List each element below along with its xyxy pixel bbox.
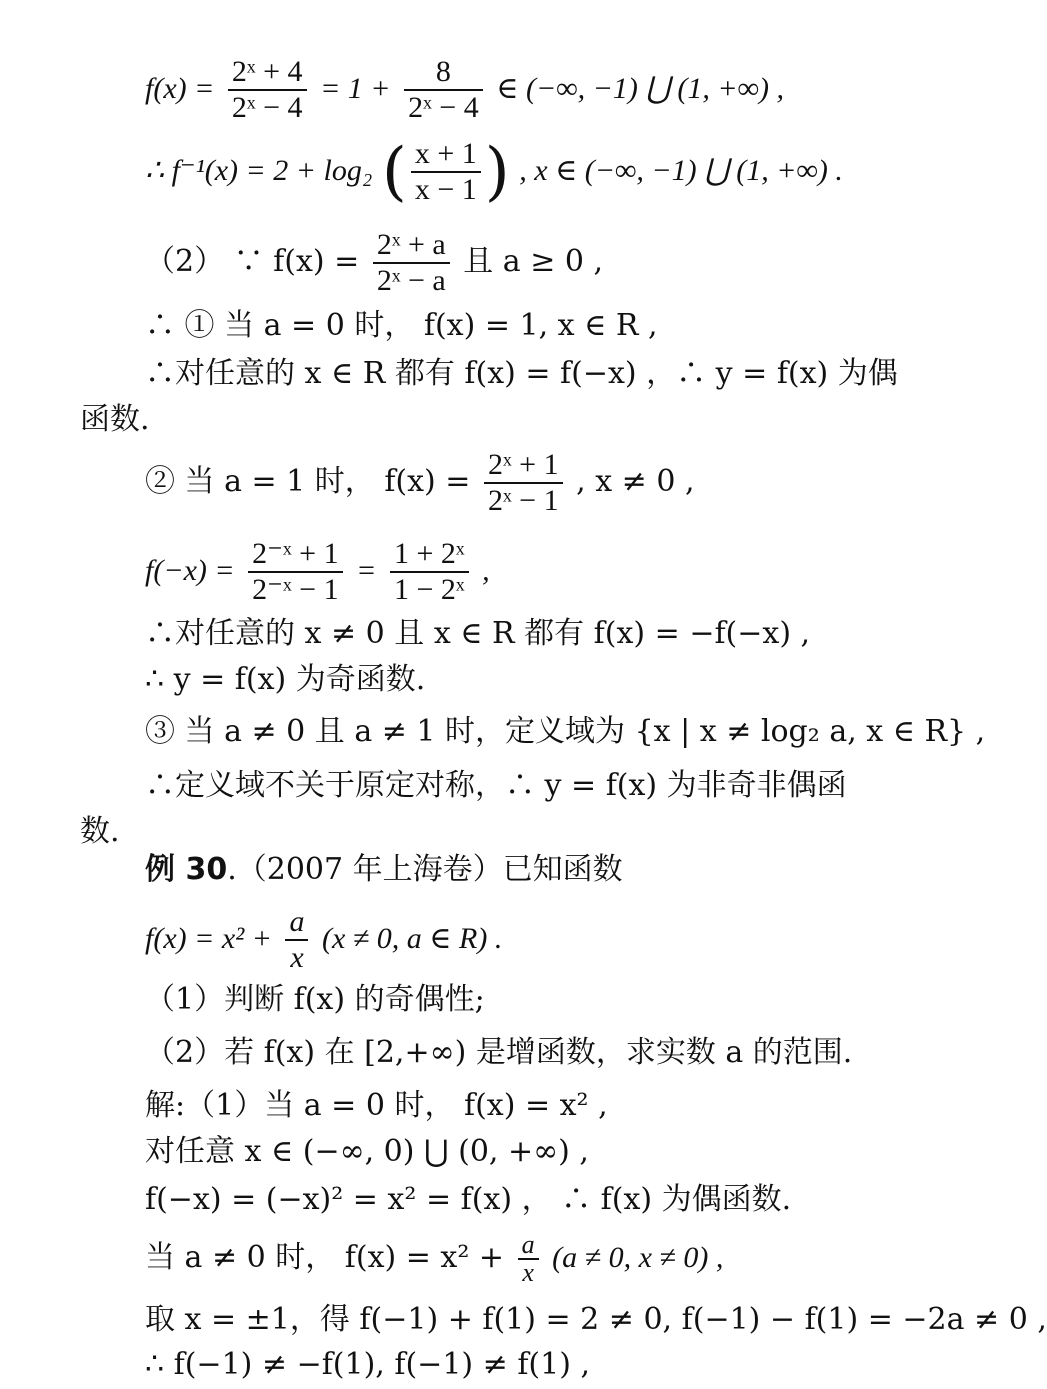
fraction (390, 537, 469, 607)
denominator: 2ˣ − 4 (231, 91, 303, 124)
denominator: x (290, 941, 304, 974)
denominator: x − 1 (414, 173, 477, 206)
fraction (228, 55, 307, 125)
expr: f(−x) = (145, 554, 235, 587)
line-21 (145, 1232, 723, 1286)
line-16: （1）判断 f(x) 的奇偶性; (145, 982, 485, 1017)
line-11: ③ 当 a ≠ 0 且 a ≠ 1 时，定义域为 {x | x ≠ log₂ a, x ∈ R} , (145, 714, 986, 749)
line-3 (145, 228, 603, 298)
denominator: x (522, 1258, 534, 1287)
expr: f(x) = x² + (145, 922, 272, 955)
expr: (x ≠ 0, a ∈ R) . (322, 922, 503, 955)
line-20: f(−x) = (−x)² = x² = f(x) ， ∴ f(x) 为偶函数. (145, 1182, 792, 1217)
expr: ∴ f⁻¹(x) = 2 + log₂ (145, 154, 373, 187)
denominator: 2ˣ − a (376, 264, 446, 297)
line-15 (145, 905, 502, 975)
numerator: 2ˣ + 1 (484, 448, 563, 484)
expr: , x ∈ (−∞, −1) ⋃ (1, +∞) . (519, 154, 843, 187)
line-22: 取 x = ±1，得 f(−1) + f(1) = 2 ≠ 0, f(−1) − f(1) = −2a ≠ 0 , (145, 1302, 1047, 1337)
numerator: 2ˣ + a (373, 228, 450, 264)
numerator: a (285, 905, 308, 941)
expr: , (482, 554, 490, 587)
expr: 且 a ≥ 0 , (463, 244, 604, 279)
line-7 (145, 448, 694, 518)
line-4: ∴ ① 当 a = 0 时， f(x) = 1, x ∈ R , (145, 308, 658, 343)
numerator: x + 1 (411, 137, 481, 173)
fraction (484, 448, 563, 518)
right-paren: ) (484, 135, 510, 209)
line-2 (145, 137, 843, 207)
numerator: 2⁻ˣ + 1 (248, 537, 342, 573)
denominator: 2ˣ − 4 (408, 91, 479, 124)
denominator: 1 − 2ˣ (393, 573, 465, 606)
line-14 (145, 852, 623, 888)
line-12: ∴定义域不关于原定对称，∴ y = f(x) 为非奇非偶函 (145, 768, 847, 803)
line-6: 函数. (80, 402, 150, 437)
example-label: 例 30 (145, 852, 228, 887)
numerator: a (518, 1232, 539, 1260)
expr: ∈ (−∞, −1) ⋃ (1, +∞) , (496, 72, 785, 105)
expr: = (356, 554, 377, 587)
expr: = 1 + (320, 72, 391, 105)
line-17: （2）若 f(x) 在 [2,+∞) 是增函数，求实数 a 的范围. (145, 1035, 853, 1070)
left-paren: ( (381, 135, 407, 209)
numerator: 1 + 2ˣ (390, 537, 469, 573)
fraction (404, 55, 483, 125)
line-5: ∴对任意的 x ∈ R 都有 f(x) = f(−x) ，∴ y = f(x) 为偶 (145, 356, 898, 391)
expr: 当 a ≠ 0 时， f(x) = x² + (145, 1240, 505, 1275)
fraction (285, 905, 308, 975)
denominator: 2⁻ˣ − 1 (252, 573, 339, 606)
expr: , x ≠ 0 , (576, 464, 695, 499)
fraction (248, 537, 342, 607)
denominator: 2ˣ − 1 (487, 484, 559, 517)
line-10: ∴ y = f(x) 为奇函数. (145, 662, 426, 697)
line-19: 对任意 x ∈ (−∞, 0) ⋃ (0, +∞) , (145, 1134, 589, 1169)
numerator: 8 (404, 55, 483, 91)
example-title: .（2007 年上海卷）已知函数 (227, 852, 623, 887)
fraction (518, 1232, 539, 1286)
fraction (411, 137, 481, 207)
expr: （2） ∵ f(x) = (145, 244, 360, 279)
fraction (373, 228, 450, 298)
expr: ② 当 a = 1 时， f(x) = (145, 464, 471, 499)
line-13: 数. (80, 814, 120, 849)
line-23: ∴ f(−1) ≠ −f(1), f(−1) ≠ f(1) , (145, 1347, 590, 1382)
numerator: 2ˣ + 4 (228, 55, 307, 91)
line-18: 解:（1）当 a = 0 时， f(x) = x² , (145, 1088, 608, 1123)
line-1 (145, 55, 784, 125)
line-8 (145, 537, 490, 607)
expr: f(x) = (145, 72, 215, 105)
expr: (a ≠ 0, x ≠ 0) , (552, 1241, 724, 1274)
line-9: ∴对任意的 x ≠ 0 且 x ∈ R 都有 f(x) = −f(−x) , (145, 616, 811, 651)
